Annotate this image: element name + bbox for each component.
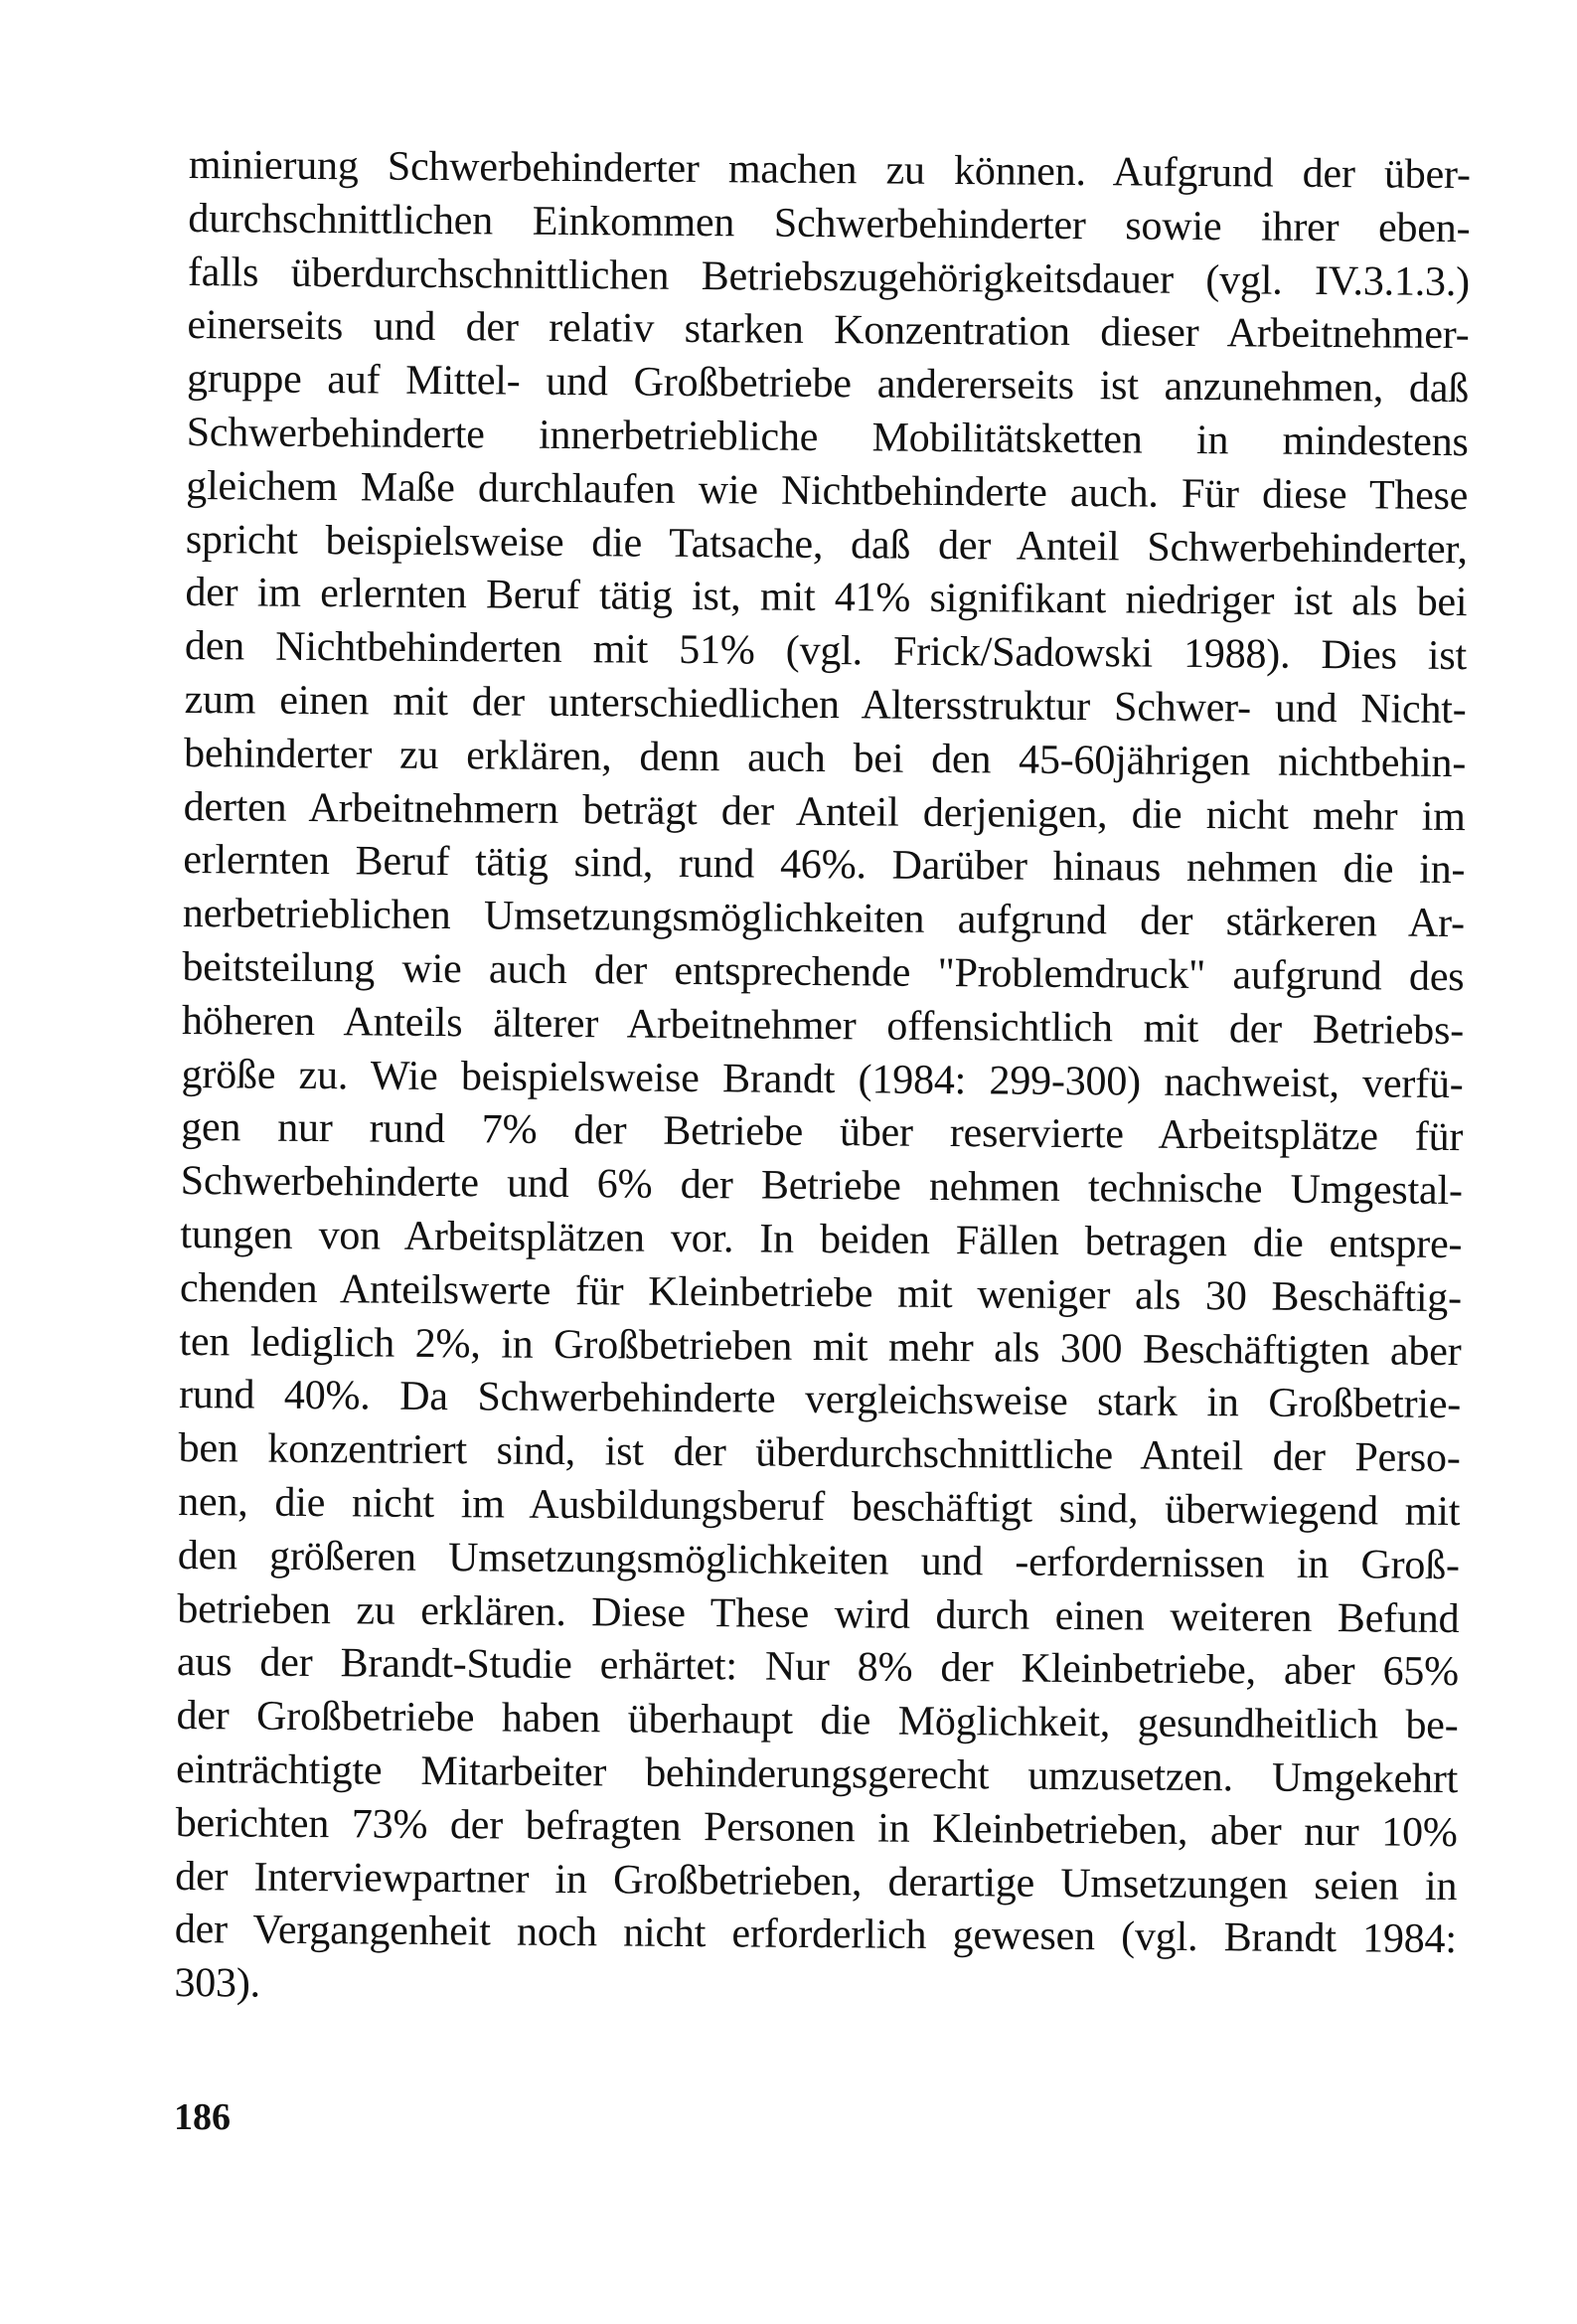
body-paragraph [174, 139, 1471, 2021]
text-line: der im erlernten Beruf tätig ist, mit 41% signifikant niedriger ist als bei [185, 570, 1468, 626]
text-line: Schwerbehinderte und 6% der Betriebe nehmen technische Umgestal- [180, 1158, 1463, 1215]
text-line: nerbetrieblichen Umsetzungsmöglichkeiten aufgrund der stärkeren Ar- [182, 891, 1466, 947]
text-line: der Großbetriebe haben überhaupt die Möglichkeit, gesundheitlich be- [176, 1693, 1459, 1749]
text-line: behinderter zu erklären, denn auch bei den 45-60jährigen nichtbehin- [183, 730, 1467, 786]
text-line: betrieben zu erklären. Diese These wird durch einen weiteren Befund [177, 1585, 1460, 1642]
text-line: ten lediglich 2%, in Großbetrieben mit mehr als 300 Beschäftigten aber [179, 1318, 1462, 1375]
text-line: aus der Brandt-Studie erhärtet: Nur 8% der Kleinbetriebe, aber 65% [176, 1639, 1460, 1696]
text-line: rund 40%. Da Schwerbehinderte vergleichsweise stark in Großbetrie- [178, 1372, 1462, 1428]
text-line: chenden Anteilswerte für Kleinbetriebe mit weniger als 30 Beschäftig- [179, 1264, 1463, 1321]
text-line: gen nur rund 7% der Betriebe über reservierte Arbeitsplätze für [181, 1104, 1464, 1161]
text-line: spricht beispielsweise die Tatsache, daß der Anteil Schwerbehinderter, [185, 516, 1468, 573]
text-line: der Interviewpartner in Großbetrieben, derartige Umsetzungen seien in [175, 1853, 1458, 1909]
text-line: gruppe auf Mittel- und Großbetriebe andererseits ist anzunehmen, daß [186, 356, 1470, 413]
text-line: größe zu. Wie beispielsweise Brandt (1984: 299-300) nachweist, verfü- [181, 1051, 1464, 1107]
text-line: derten Arbeitnehmern beträgt der Anteil derjenigen, die nicht mehr im [183, 783, 1466, 840]
text-line: beitsteilung wie auch der entsprechende "Problemdruck" aufgrund des [182, 943, 1465, 1001]
text-line: 303). [174, 1960, 261, 2007]
text-line: berichten 73% der befragten Personen in Kleinbetrieben, aber nur 10% [175, 1799, 1458, 1856]
text-line: gleichem Maße durchlaufen wie Nichtbehinderte auch. Für diese These [186, 462, 1469, 519]
page-number: 186 [174, 2096, 231, 2138]
text-line: höheren Anteils älterer Arbeitnehmer offensichtlich mit der Betriebs- [181, 997, 1465, 1054]
text-line: tungen von Arbeitsplätzen vor. In beiden Fällen betragen die entspre- [180, 1211, 1463, 1268]
text-line: einerseits und der relativ starken Konzentration dieser Arbeitnehmer- [187, 302, 1470, 359]
text-line: durchschnittlichen Einkommen Schwerbehinderter sowie ihrer eben- [188, 195, 1471, 251]
text-line: ben konzentriert sind, ist der überdurchschnittliche Anteil der Perso- [178, 1425, 1461, 1482]
text-line: Schwerbehinderte innerbetriebliche Mobilitätsketten in mindestens [186, 409, 1469, 466]
text-line: minierung Schwerbehinderter machen zu können. Aufgrund der über- [188, 141, 1471, 199]
text-line: falls überdurchschnittlichen Betriebszugehörigkeitsdauer (vgl. IV.3.1.3.) [187, 249, 1471, 305]
text-line: den größeren Umsetzungsmöglichkeiten und -erfordernissen in Groß- [177, 1532, 1460, 1588]
text-line: der Vergangenheit noch nicht erforderlich gewesen (vgl. Brandt 1984: [174, 1907, 1457, 1963]
text-line: erlernten Beruf tätig sind, rund 46%. Darüber hinaus nehmen die in- [183, 837, 1466, 894]
text-line: den Nichtbehinderten mit 51% (vgl. Frick/Sadowski 1988). Dies ist [184, 623, 1468, 680]
text-line: nen, die nicht im Ausbildungsberuf beschäftigt sind, überwiegend mit [178, 1478, 1461, 1536]
text-line: zum einen mit der unterschiedlichen Altersstruktur Schwer- und Nicht- [184, 676, 1467, 734]
text-line: einträchtigte Mitarbeiter behinderungsgerecht umzusetzen. Umgekehrt [175, 1745, 1459, 1802]
